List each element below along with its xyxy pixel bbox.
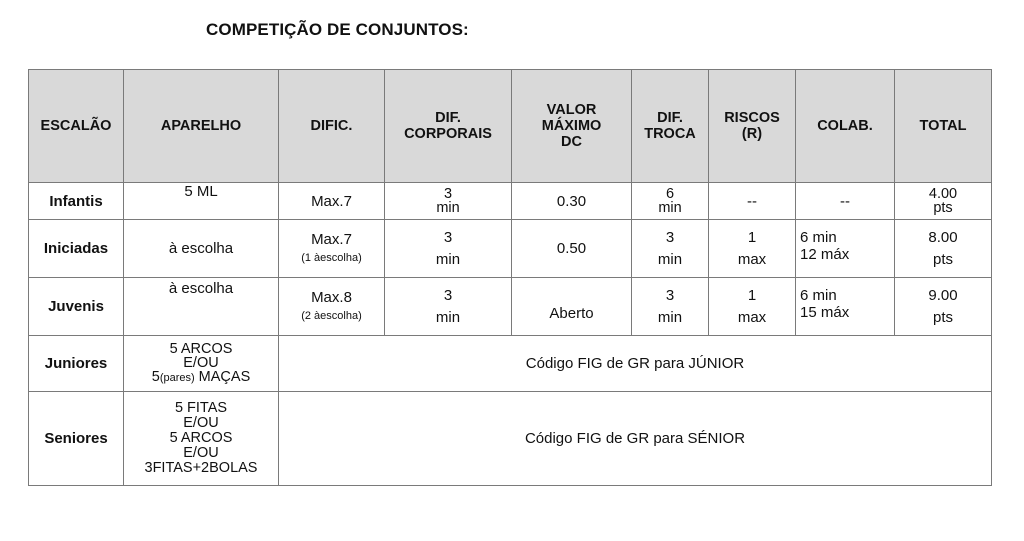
aparelho-cell: 5 ML xyxy=(124,183,279,220)
header-dific: DIFIC. xyxy=(279,70,385,183)
table-row xyxy=(29,220,992,278)
aparelho-cell: 5 ARCOS E/OU 5(pares) MAÇAS xyxy=(124,336,279,392)
table-row xyxy=(29,278,992,336)
riscos-cell: 1 max xyxy=(709,220,796,278)
dif-corporais-cell: 3 min xyxy=(385,278,512,336)
total-cell: 8.00 pts xyxy=(895,220,992,278)
header-valor-maximo-dc: VALOR MÁXIMO DC xyxy=(512,70,632,183)
dific-cell: Max.8 (2 àescolha) xyxy=(279,278,385,336)
total-cell: 9.00 pts xyxy=(895,278,992,336)
dif-troca-cell: 6 min xyxy=(632,183,709,220)
header-dif-troca: DIF. TROCA xyxy=(632,70,709,183)
competition-table xyxy=(28,69,992,486)
valor-cell: 0.30 xyxy=(512,183,632,220)
header-dif-corporais: DIF. CORPORAIS xyxy=(385,70,512,183)
header-aparelho: APARELHO xyxy=(124,70,279,183)
header-escalao: ESCALÃO xyxy=(29,70,124,183)
header-total: TOTAL xyxy=(895,70,992,183)
dif-corporais-cell: 3 min xyxy=(385,183,512,220)
codigo-fig-senior: Código FIG de GR para SÉNIOR xyxy=(279,392,992,486)
header-colab: COLAB. xyxy=(796,70,895,183)
aparelho-cell: 5 FITAS E/OU 5 ARCOS E/OU 3FITAS+2BOLAS xyxy=(124,392,279,486)
codigo-fig-junior: Código FIG de GR para JÚNIOR xyxy=(279,336,992,392)
escalao-cell: Juvenis xyxy=(29,278,124,336)
escalao-cell: Seniores xyxy=(29,392,124,486)
riscos-cell: -- xyxy=(709,183,796,220)
colab-cell: 6 min 12 máx xyxy=(796,220,895,278)
dif-corporais-cell: 3 min xyxy=(385,220,512,278)
dific-cell: Max.7 (1 àescolha) xyxy=(279,220,385,278)
table-row xyxy=(29,336,992,392)
total-cell: 4.00 pts xyxy=(895,183,992,220)
escalao-cell: Iniciadas xyxy=(29,220,124,278)
table-row xyxy=(29,183,992,220)
page-title: COMPETIÇÃO DE CONJUNTOS: xyxy=(206,20,469,39)
valor-cell: 0.50 xyxy=(512,220,632,278)
valor-cell: Aberto xyxy=(512,278,632,336)
escalao-cell: Infantis xyxy=(29,183,124,220)
aparelho-cell: à escolha xyxy=(124,278,279,336)
dif-troca-cell: 3 min xyxy=(632,220,709,278)
escalao-cell: Juniores xyxy=(29,336,124,392)
table-row xyxy=(29,392,992,486)
riscos-cell: 1 max xyxy=(709,278,796,336)
colab-cell: 6 min 15 máx xyxy=(796,278,895,336)
header-riscos: RISCOS (R) xyxy=(709,70,796,183)
aparelho-cell: à escolha xyxy=(124,220,279,278)
dif-troca-cell: 3 min xyxy=(632,278,709,336)
colab-cell: -- xyxy=(796,183,895,220)
table-header xyxy=(29,70,992,183)
dific-cell: Max.7 xyxy=(279,183,385,220)
